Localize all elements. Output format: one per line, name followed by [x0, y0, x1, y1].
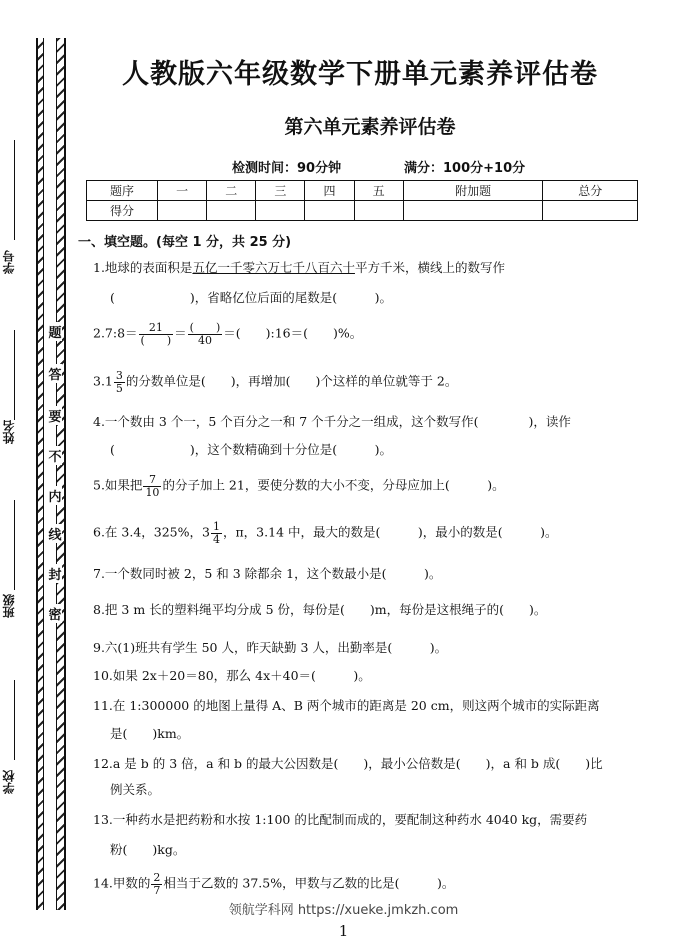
q14-text-b: 相当于乙数的 37.5%，甲数与乙数的比是( )。 [163, 875, 455, 891]
question-3 [93, 370, 457, 394]
question-4-cont: ( )，这个数精确到十分位是( )。 [110, 442, 393, 457]
name-label: 姓名 [2, 420, 16, 444]
q3-text-b: 的分数单位是( )，再增加( )个这样的单位就等于 2。 [125, 373, 458, 389]
question-13-cont: 粉( )kg。 [110, 842, 186, 857]
exam-subtitle: 第六单元素养评估卷 [284, 116, 456, 138]
score-header-cell: 二 [207, 181, 256, 201]
question-11: 11.在 1:300000 的地图上量得 A、B 两个城市的距离是 20 cm，则这两个城市的实际距离 [93, 698, 600, 713]
seal-char: 不 [48, 446, 62, 465]
question-1-cont: ( )，省略亿位后面的尾数是( )。 [110, 290, 393, 305]
question-4: 4.一个数由 3 个一，5 个百分之一和 7 个千分之一组成，这个数写作( )，读作 [93, 414, 571, 429]
watermark: 领航学科网 https://xueke.jmkzh.com [228, 903, 459, 918]
question-12-cont: 例关系。 [110, 782, 161, 797]
score-header-cell: 五 [354, 181, 403, 201]
class-line[interactable] [14, 500, 15, 590]
q14-text-a: 14.甲数的 [93, 875, 151, 891]
section-heading: 一、填空题。(每空 1 分，共 25 分) [78, 235, 292, 250]
score-input-cell[interactable] [256, 201, 305, 221]
q5-text-b: 的分子加上 21，要使分数的大小不变，分母应加上( )。 [162, 477, 505, 493]
score-row-label: 得分 [87, 201, 158, 221]
question-5 [93, 474, 505, 498]
score-header-cell: 附加题 [403, 181, 543, 201]
score-header-cell: 一 [158, 181, 207, 201]
numerator: 21 [139, 322, 174, 335]
q2-text-b: ＝( ):16＝( )%。 [223, 325, 363, 341]
seal-char: 要 [48, 406, 62, 425]
seal-line-strip [36, 38, 66, 910]
numerator: 7 [143, 474, 161, 487]
fraction [139, 322, 174, 346]
numerator: ( ) [189, 321, 221, 334]
score-table-score-row [87, 201, 638, 221]
q6-text-b: ，π，3.14 中，最大的数是( )，最小的数是( )。 [222, 524, 558, 540]
q1-underlined-number: 五亿一千零六万七千八百六十 [192, 260, 355, 275]
score-header-cell: 总分 [543, 181, 638, 201]
denominator: 4 [212, 532, 220, 546]
denominator: ( ) [140, 333, 172, 347]
question-8: 8.把 3 m 长的塑料绳平均分成 5 份，每份是( )m，每份是这根绳子的( )。 [93, 602, 547, 617]
numerator: 1 [212, 520, 220, 533]
score-input-cell[interactable] [403, 201, 543, 221]
denominator: 7 [153, 883, 161, 897]
seal-char: 答 [48, 364, 62, 383]
question-10: 10.如果 2x＋20＝80，那么 4x＋40＝( )。 [93, 668, 371, 683]
page-number: 1 [338, 922, 349, 940]
denominator: 5 [115, 381, 123, 395]
score-input-cell[interactable] [305, 201, 354, 221]
score-input-cell[interactable] [354, 201, 403, 221]
question-7: 7.一个数同时被 2，5 和 3 除都余 1，这个数最小是( )。 [93, 566, 442, 581]
q5-text-a: 5.如果把 [93, 477, 143, 493]
q6-text-a: 6.在 3.4，325%，3 [93, 524, 210, 540]
question-12: 12.a 是 b 的 3 倍，a 和 b 的最大公因数是( )，最小公倍数是( )，a 和 b 成( )比 [93, 756, 603, 771]
seal-char: 封 [48, 564, 62, 583]
question-6 [93, 521, 558, 545]
name-line[interactable] [14, 330, 15, 420]
question-1 [93, 258, 505, 276]
question-13: 13.一种药水是把药粉和水按 1:100 的比配制而成的，要配制这种药水 4040 kg，需要药 [93, 812, 588, 827]
score-table [86, 180, 638, 221]
q3-text-a: 3.1 [93, 373, 113, 389]
score-header-cell: 三 [256, 181, 305, 201]
numerator: 3 [115, 369, 123, 382]
score-input-cell[interactable] [158, 201, 207, 221]
score-input-cell[interactable] [207, 201, 256, 221]
q1-text-c: 平方千米，横线上的数写作 [354, 260, 505, 275]
student-id-label: 学号 [2, 250, 16, 274]
question-14 [93, 872, 454, 896]
fraction [151, 872, 162, 896]
question-2 [93, 322, 362, 346]
fraction [143, 474, 161, 498]
denominator: 40 [197, 333, 212, 347]
score-input-cell[interactable] [543, 201, 638, 221]
q1-text-a: 1.地球的表面积是 [93, 260, 193, 275]
seal-char: 密 [48, 604, 62, 623]
class-label: 班级 [2, 594, 16, 618]
q2-text-a: 2.7:8＝ [93, 325, 138, 341]
fraction [188, 322, 223, 346]
seal-char: 内 [48, 486, 62, 505]
denominator: 10 [145, 485, 160, 499]
question-11-cont: 是( )km。 [110, 726, 190, 741]
school-label: 学校 [2, 770, 16, 794]
school-line[interactable] [14, 680, 15, 760]
seal-char: 题 [48, 322, 62, 341]
exam-title: 人教版六年级数学下册单元素养评估卷 [122, 59, 598, 90]
question-9: 9.六(1)班共有学生 50 人，昨天缺勤 3 人，出勤率是( )。 [93, 640, 448, 655]
numerator: 2 [153, 871, 161, 884]
score-header-cell: 四 [305, 181, 354, 201]
score-header-cell: 题序 [87, 181, 158, 201]
exam-time: 检测时间：90分钟 [232, 161, 342, 176]
student-id-line[interactable] [14, 140, 15, 240]
equals: ＝ [174, 325, 187, 341]
exam-full-score: 满分：100分+10分 [404, 161, 526, 176]
fraction [211, 521, 222, 545]
score-table-header-row [87, 181, 638, 201]
seal-char: 线 [48, 524, 62, 543]
fraction [114, 370, 125, 394]
